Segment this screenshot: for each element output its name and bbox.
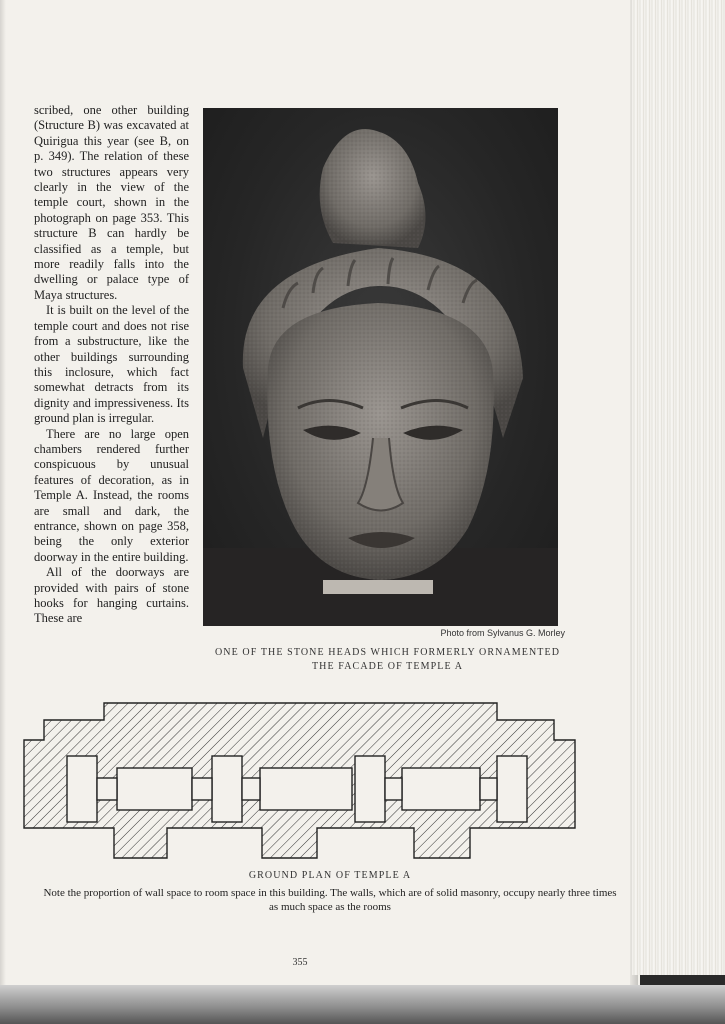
- page-number: 355: [292, 957, 308, 968]
- plan-room: [497, 756, 527, 822]
- text-column: [34, 103, 189, 627]
- plan-room: [355, 756, 385, 822]
- plan-room: [67, 756, 97, 822]
- caption-line-1: ONE OF THE STONE HEADS WHICH FORMERLY ORNAMENTED: [214, 647, 561, 658]
- paragraph-2: It is built on the level of the temple court and does not rise from a substructure, like the other buildings surrounding this inclosure, which fact somewhat detracts from its dignity and impressiveness. Its ground plan is irregular.: [34, 303, 189, 426]
- photo-credit: Photo from Sylvanus G. Morley: [440, 628, 565, 638]
- stone-head-photo: [203, 108, 558, 626]
- plan-room: [212, 756, 242, 822]
- photo-caption: [200, 646, 575, 674]
- paragraph-3: There are no large open chambers rendered further conspicuous by unusual features of decoration, as in Temple A. Instead, the rooms are small and dark, the entrance, shown on page 358, being the only exterior doorway in the entire building.: [34, 426, 189, 564]
- stone-head-illustration: [203, 108, 558, 626]
- plan-room: [402, 768, 480, 810]
- plan-note: Note the proportion of wall space to room space in this building. The walls, which are of solid masonry, occupy nearly three times as much space as the rooms: [43, 887, 617, 913]
- scanner-bed: [0, 985, 725, 1024]
- temple-ground-plan: [22, 700, 577, 860]
- plan-room: [117, 768, 192, 810]
- paragraph-4: All of the doorways are provided with pairs of stone hooks for hanging curtains. These are: [34, 565, 189, 626]
- plan-room: [260, 768, 352, 810]
- stacked-page-edges: [632, 0, 725, 975]
- caption-line-2: THE FACADE OF TEMPLE A: [311, 661, 464, 672]
- paragraph-1: scribed, one other building (Structure B) was excavated at Quirigua this year (see B, on p. 349). The relation of these two structures appears very clearly in the view of the temple court, shown in the photograph on page 353. This structure B can hardly be classified as a temple, but more readily falls into the dwelling or palace type of Maya structures.: [34, 103, 189, 302]
- binding-shadow: [0, 0, 6, 985]
- plan-title: GROUND PLAN OF TEMPLE A: [248, 870, 412, 881]
